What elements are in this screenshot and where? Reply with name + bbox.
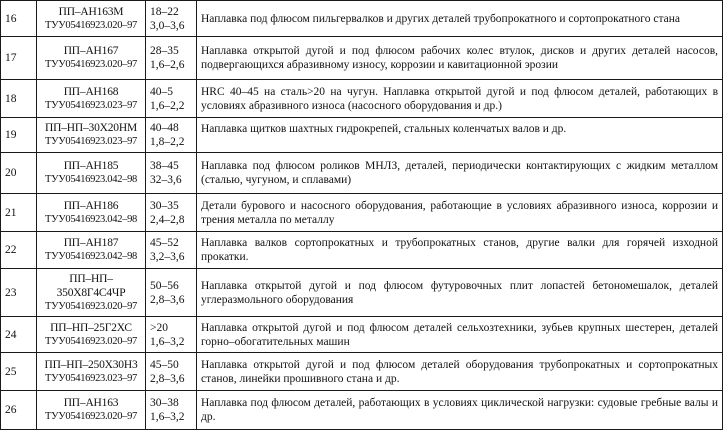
grade-standard: ТУУ05416923.023–97: [44, 372, 137, 384]
table-row: [1, 153, 723, 194]
row-number: 25: [1, 353, 37, 391]
grade-name: ПП–АН163М: [58, 5, 124, 18]
table-row: [1, 194, 723, 232]
row-number: 18: [1, 80, 37, 118]
grade-name: ПП–АН167: [63, 45, 119, 57]
grade-name: ПП–НП–25Г2ХС: [50, 321, 132, 334]
hardness: [146, 194, 197, 232]
hardness-value: 30–38: [150, 397, 179, 409]
grade-name: ПП–АН186: [63, 199, 119, 212]
grade-name-cont: 350Х8Г4С4ЧР: [56, 286, 126, 299]
wire-grade: [37, 37, 146, 80]
grade-standard: ТУУ05416923.023–97: [44, 136, 137, 147]
row-number: 16: [1, 1, 37, 37]
hardness-value: 45–50: [150, 358, 179, 371]
hardness: [146, 353, 197, 391]
wire-grade: [37, 391, 146, 430]
hardness: [146, 153, 197, 194]
row-number: 23: [1, 269, 37, 317]
application-description: Наплавка открытой дугой и под флюсом деталей оборудования трубопрокатных и сортопрокатных станов, линейки прошивного стана и др.: [197, 353, 723, 391]
grade-standard: ТУУ05416923.023–97: [44, 99, 137, 111]
diameter-range: 3,0–3,6: [150, 19, 185, 32]
diameter-range: 1,8–2,2: [150, 136, 185, 148]
hardness: [146, 37, 197, 80]
wire-grade: [37, 1, 146, 37]
wire-grade: [37, 153, 146, 194]
grade-name: ПП–АН187: [63, 237, 119, 249]
application-description: Наплавка под флюсом роликов МНЛЗ, деталей, периодически контактирующих с жидким металлом (сталью, чугуном, и сплавами): [197, 153, 723, 194]
diameter-range: 1,6–3,2: [150, 411, 185, 423]
grade-standard: ТУУ05416923.020–97: [44, 300, 137, 312]
table-row: [1, 80, 723, 118]
grade-standard: ТУУ05416923.042–98: [44, 174, 137, 185]
table-row: [1, 353, 723, 391]
hardness-value: 40–48: [150, 122, 179, 134]
table-row: [1, 232, 723, 269]
grade-standard: ТУУ05416923.020–97: [44, 59, 137, 70]
wire-grade: [37, 194, 146, 232]
table-row: [1, 317, 723, 353]
application-description: Наплавка под флюсом деталей, работающих в условиях циклической нагрузки: судовые гребные валы и др.: [197, 391, 723, 430]
hardness-value: 38–45: [150, 160, 179, 172]
diameter-range: 32–3,6: [150, 174, 182, 186]
grade-standard: ТУУ05416923.042–98: [44, 251, 137, 262]
table-row: [1, 1, 723, 37]
hardness: [146, 80, 197, 118]
row-number: 21: [1, 194, 37, 232]
hardness: [146, 269, 197, 317]
wire-grade: [37, 118, 146, 153]
application-description: HRC 40–45 на сталь>20 на чугун. Наплавка открытой дугой и под флюсом деталей, работающих в условиях абразивного износа (насосного оборудования и др.): [197, 80, 723, 118]
wire-grade: [37, 353, 146, 391]
wire-grade: [37, 317, 146, 353]
diameter-range: 2,8–3,6: [150, 372, 185, 385]
grade-standard: ТУУ05416923.020–97: [44, 335, 137, 347]
grade-standard: ТУУ05416923.042–98: [44, 213, 137, 225]
grade-name: ПП–АН185: [63, 160, 119, 172]
grade-name: ПП–НП–: [69, 272, 113, 285]
diameter-range: 3,2–3,6: [150, 251, 185, 263]
application-description: Наплавка валков сортопрокатных и трубопрокатных станов, другие валки для горячей изходной прокатки.: [197, 232, 723, 269]
table-row: [1, 391, 723, 430]
hardness: [146, 118, 197, 153]
row-number: 22: [1, 232, 37, 269]
wire-grade: [37, 80, 146, 118]
diameter-range: 1,6–3,2: [150, 335, 185, 348]
row-number: 24: [1, 317, 37, 353]
application-description: Детали бурового и насосного оборудования, работающие в условиях абразивного износа, коррозии и трения металла по металлу: [197, 194, 723, 232]
grade-name: ПП–НП–250Х30Н3: [44, 358, 138, 371]
row-number: 26: [1, 391, 37, 430]
hardness-value: 45–52: [150, 237, 179, 249]
application-description: Наплавка щитков шахтных гидрокрепей, стальных коленчатых валов и др.: [197, 118, 723, 153]
application-description: Наплавка под флюсом пильгервалков и других деталей трубопрокатного и сортопрокатного стана: [197, 1, 723, 37]
diameter-range: 1,6–2,6: [150, 59, 185, 71]
hardness-value: 30–35: [150, 199, 179, 212]
hardness: [146, 391, 197, 430]
row-number: 17: [1, 37, 37, 80]
hardness-value: 18–22: [150, 5, 179, 18]
hardness-value: 28–35: [150, 45, 179, 57]
grade-name: ПП–АН163: [63, 397, 119, 409]
grade-standard: ТУУ05416923.020–97: [44, 19, 137, 31]
wire-grade: [37, 232, 146, 269]
row-number: 19: [1, 118, 37, 153]
table-row: [1, 269, 723, 317]
hardness: [146, 1, 197, 37]
row-number: 20: [1, 153, 37, 194]
diameter-range: 2,4–2,8: [150, 213, 185, 226]
diameter-range: 2,8–3,6: [150, 293, 185, 306]
table-row: [1, 37, 723, 80]
wire-grade: [37, 269, 146, 317]
hardness: [146, 232, 197, 269]
table-row: [1, 118, 723, 153]
application-description: Наплавка открытой дугой и под флюсом деталей сельхозтехники, зубьев крупных шестерен, деталей горно–обогатительных машин: [197, 317, 723, 353]
hardness-value: >20: [150, 321, 168, 334]
grade-name: ПП–НП–30Х20НМ: [45, 122, 137, 134]
hardness: [146, 317, 197, 353]
grade-name: ПП–АН168: [63, 85, 119, 98]
grade-standard: ТУУ05416923.020–97: [44, 411, 137, 422]
table-body: [1, 1, 723, 430]
hardness-value: 50–56: [150, 279, 179, 292]
diameter-range: 1,6–2,2: [150, 99, 185, 112]
hardness-value: 40–5: [150, 85, 173, 98]
application-description: Наплавка открытой дугой и под флюсом футуровочных плит лопастей бетономешалок, деталей углеразмольного оборудования: [197, 269, 723, 317]
application-description: Наплавка открытой дугой и под флюсом рабочих колес втулок, дисков и других деталей насосов, подвергающихся абразивному износу, коррозии и кавитационной эрозии: [197, 37, 723, 80]
